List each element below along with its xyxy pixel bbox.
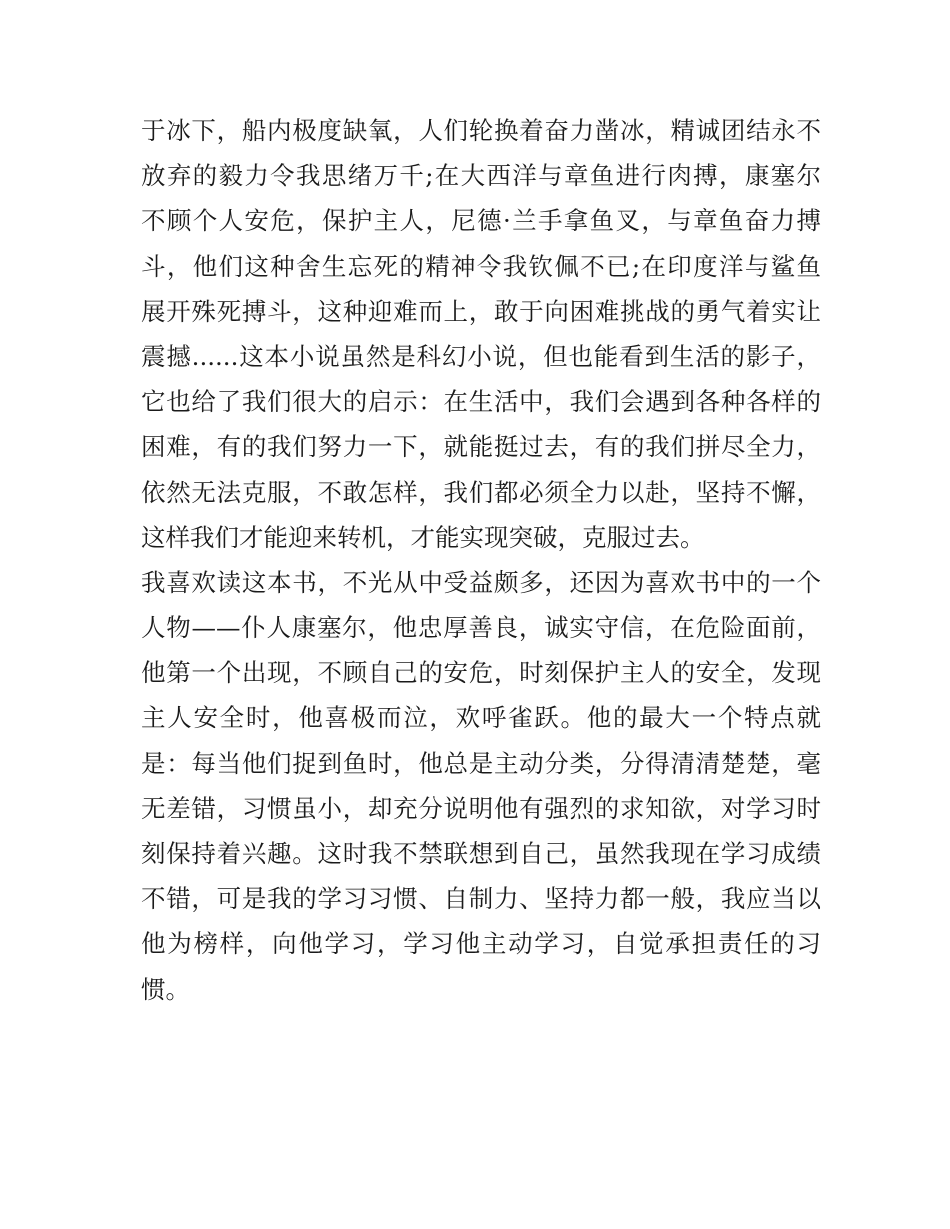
text-line: 是：每当他们捉到鱼时，他总是主动分类，分得清清楚楚，毫 bbox=[141, 748, 821, 778]
text-line: 人物——仆人康塞尔，他忠厚善良，诚实守信，在危险面前， bbox=[141, 613, 821, 643]
text-line: 展开殊死搏斗，这种迎难而上，敢于向困难挑战的勇气着实让 bbox=[141, 296, 821, 326]
article-body bbox=[141, 108, 821, 1012]
text-line: 主人安全时，他喜极而泣，欢呼雀跃。他的最大一个特点就 bbox=[141, 703, 821, 733]
text-line: 无差错，习惯虽小，却充分说明他有强烈的求知欲，对学习时 bbox=[141, 793, 821, 823]
text-line: 刻保持着兴趣。这时我不禁联想到自己，虽然我现在学习成绩 bbox=[141, 839, 821, 868]
text-line: 于冰下，船内极度缺氧，人们轮换着奋力凿冰，精诚团结永不 bbox=[141, 116, 821, 145]
paragraph-1 bbox=[141, 108, 821, 560]
text-line: 困难，有的我们努力一下，就能挺过去，有的我们拼尽全力， bbox=[141, 432, 821, 462]
text-line: 他为榜样，向他学习，学习他主动学习，自觉承担责任的习 bbox=[141, 929, 821, 959]
text-line: 不错，可是我的学习习惯、自制力、坚持力都一般，我应当以 bbox=[141, 884, 821, 914]
text-line: 我喜欢读这本书，不光从中受益颇多，还因为喜欢书中的一个 bbox=[141, 567, 821, 597]
text-line: 震撼......这本小说虽然是科幻小说，但也能看到生活的影子， bbox=[141, 341, 821, 371]
text-line: 他第一个出现，不顾自己的安危，时刻保护主人的安全，发现 bbox=[141, 658, 821, 688]
text-line: 它也给了我们很大的启示：在生活中，我们会遇到各种各样的 bbox=[141, 387, 821, 417]
paragraph-2 bbox=[141, 560, 821, 1012]
text-line: 这样我们才能迎来转机，才能实现突破，克服过去。 bbox=[141, 522, 705, 552]
text-line: 放弃的毅力令我思绪万千;在大西洋与章鱼进行肉搏，康塞尔 bbox=[141, 161, 821, 191]
text-line: 惯。 bbox=[141, 974, 190, 1004]
text-line: 斗，他们这种舍生忘死的精神令我钦佩不已;在印度洋与鲨鱼 bbox=[141, 251, 821, 281]
text-line: 依然无法克服，不敢怎样，我们都必须全力以赴，坚持不懈， bbox=[141, 477, 821, 507]
text-line: 不顾个人安危，保护主人，尼德·兰手拿鱼叉，与章鱼奋力搏 bbox=[141, 206, 821, 236]
